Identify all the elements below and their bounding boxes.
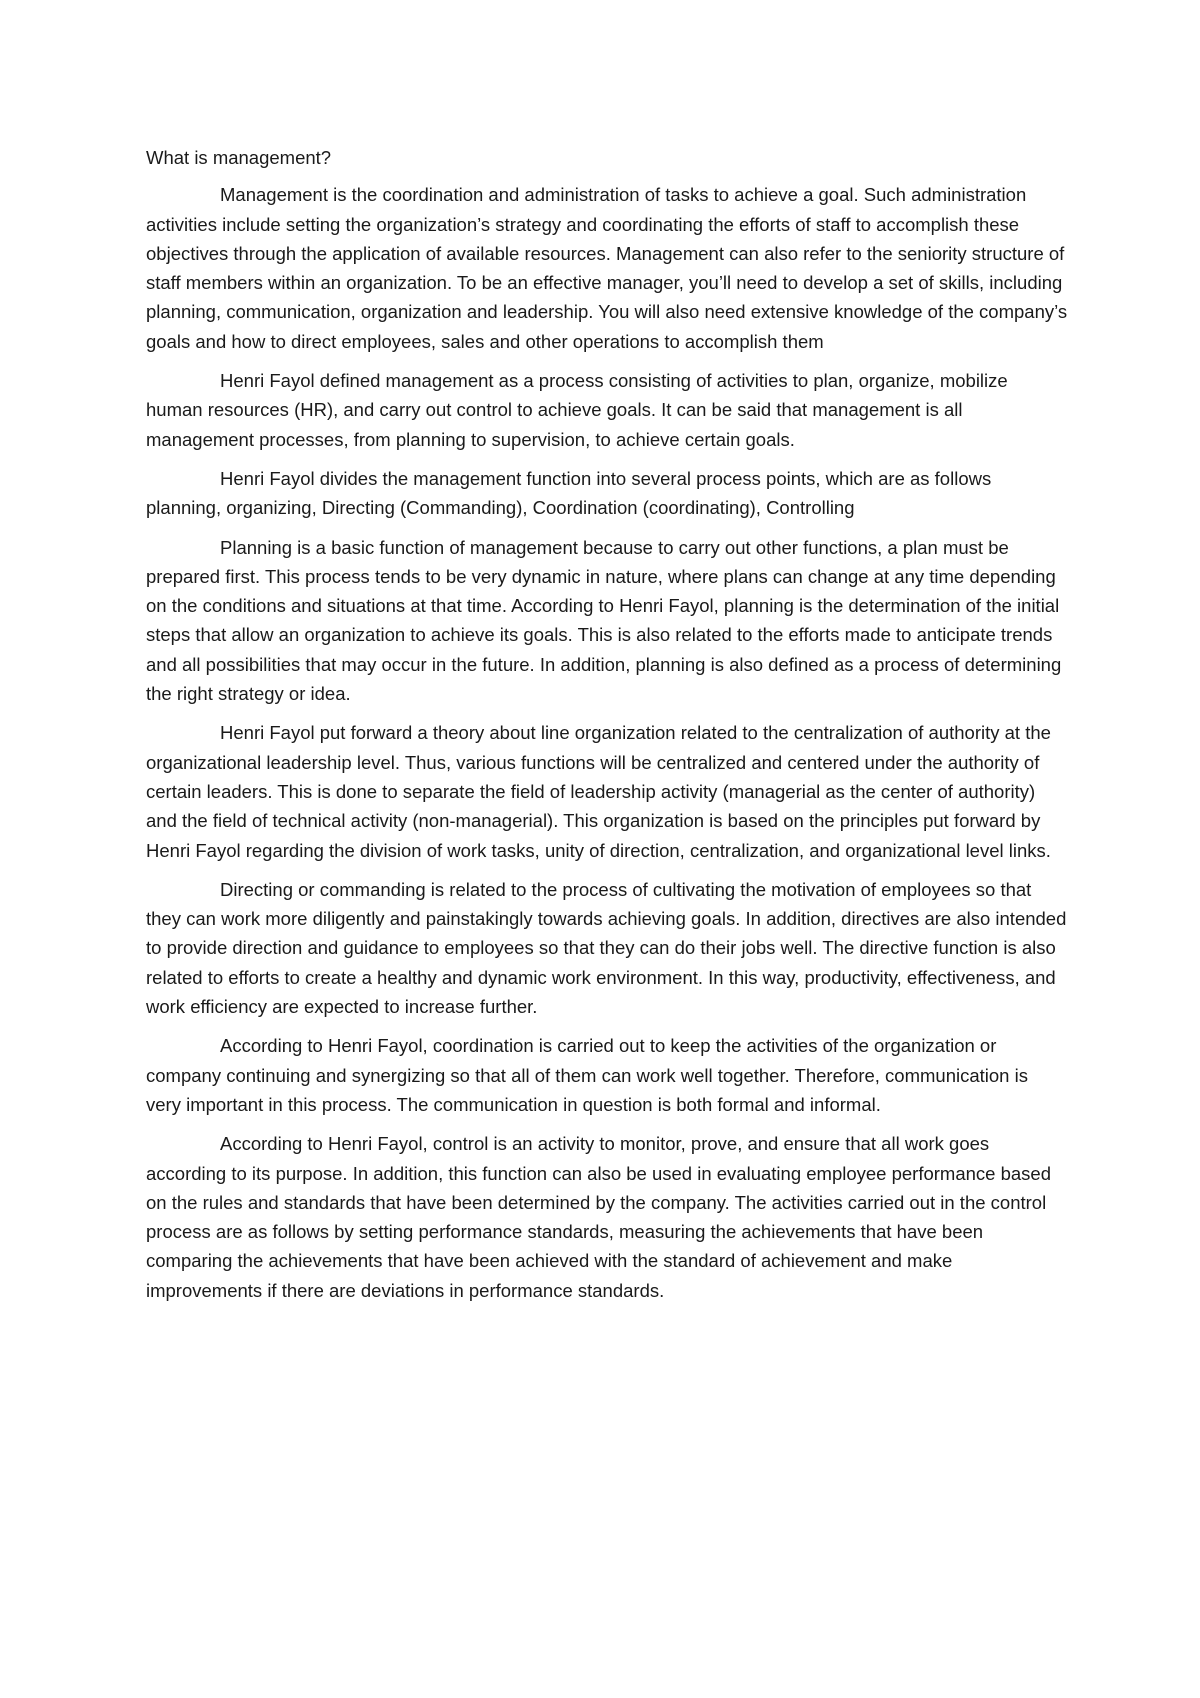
paragraph-planning: Planning is a basic function of management because to carry out other functions, a plan must be prepared first. This process tends to be very dynamic in nature, where plans can change at any time depending on the conditions and situations at that time. According to Henri Fayol, planning is the determination of the initial steps that allow an organization to achieve its goals. This is also related to the efforts made to anticipate trends and all possibilities that may occur in the future. In addition, planning is also defined as a process of determining the right strategy or idea. <box>146 536 1062 705</box>
document-body <box>146 143 1068 1315</box>
paragraph-coordination: According to Henri Fayol, coordination is carried out to keep the activities of the organization or company continuing and synergizing so that all of them can work well together. Therefore, communication is very important in this process. The communication in question is both formal and informal. <box>146 1035 1028 1115</box>
paragraph-directing: Directing or commanding is related to the process of cultivating the motivation of employees so that they can work more diligently and painstakingly towards achieving goals. In addition, directives are also intended to provide direction and guidance to employees so that they can do their jobs well. The directive function is also related to efforts to create a healthy and dynamic work environment. In this way, productivity, effectiveness, and work efficiency are expected to increase further. <box>146 878 1067 1018</box>
paragraph-controlling: According to Henri Fayol, control is an activity to monitor, prove, and ensure that all work goes according to its purpose. In addition, this function can also be used in evaluating employee performance based on the rules and standards that have been determined by the company. The activities carried out in the control process are as follows by setting performance standards, measuring the achievements that have been comparing the achievements that have been achieved with the standard of achievement and make improvements if there are deviations in performance standards. <box>146 1133 1052 1301</box>
paragraph-definition: Management is the coordination and administration of tasks to achieve a goal. Such administration activities include setting the organization’s strategy and coordinating the efforts of staff to accomplish these objectives through the application of available resources. Management can also refer to the seniority structure of staff members within an organization. To be an effective manager, you’ll need to develop a set of skills, including planning, communication, organization and leadership. You will also need extensive knowledge of the company’s goals and how to direct employees, sales and other operations to accomplish them <box>146 184 1068 352</box>
paragraph-organizing: Henri Fayol put forward a theory about line organization related to the centralization of authority at the organizational leadership level. Thus, various functions will be centralized and centered under the authority of certain leaders. This is done to separate the field of leadership activity (managerial as the center of authority) and the field of technical activity (non-managerial). This organization is based on the principles put forward by Henri Fayol regarding the division of work tasks, unity of direction, centralization, and organizational level links. <box>146 722 1051 861</box>
paragraph-fayol-definition: Henri Fayol defined management as a process consisting of activities to plan, organize, mobilize human resources (HR), and carry out control to achieve goals. It can be said that management is all management processes, from planning to supervision, to achieve certain goals. <box>146 370 1008 450</box>
document-title: What is management? <box>146 147 332 168</box>
paragraph-functions-list: Henri Fayol divides the management function into several process points, which are as follows planning, organizing, Directing (Commanding), Coordination (coordinating), Controlling <box>146 467 992 519</box>
